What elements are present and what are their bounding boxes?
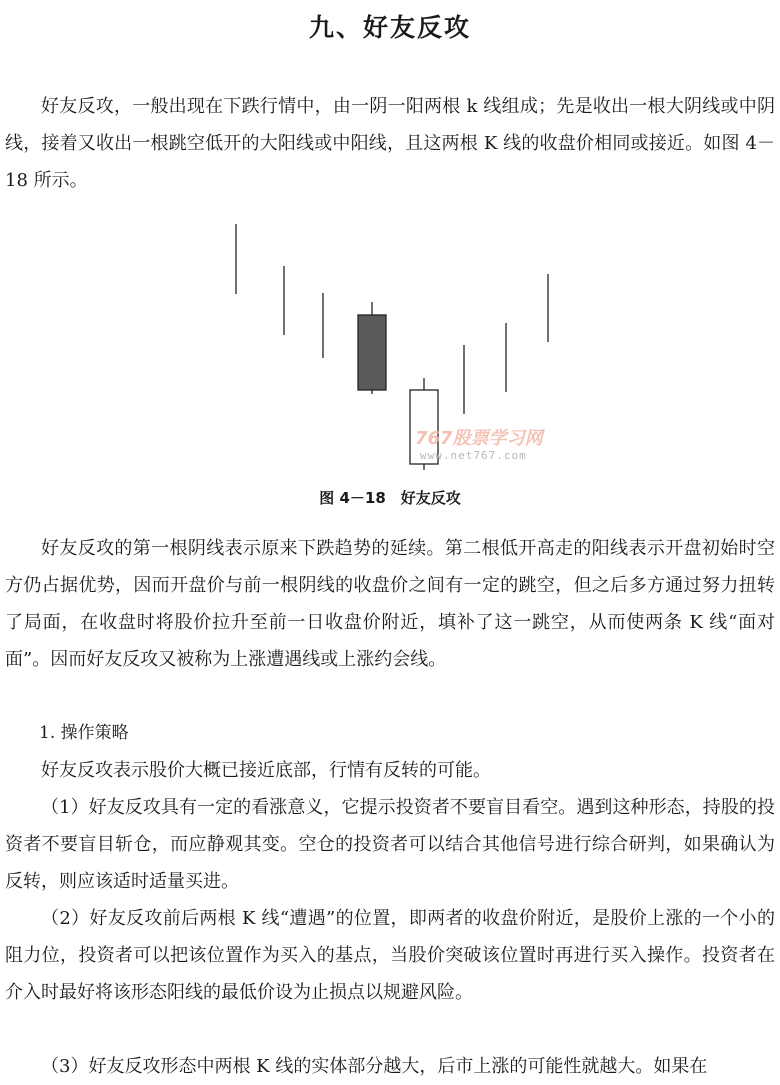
watermark-brand: 767股票学习网 [415,428,543,449]
paragraph-point-2: （2）好友反攻前后两根 K 线“遭遇”的位置，即两者的收盘价附近，是股价上涨的一个小的阻力位，投资者可以把该位置作为买入的基点，当股价突破该位置时再进行买入操作。投资者在介入时最好将该形态阳线的最低价设为止损点以规避风险。 [5,908,775,1003]
paragraph-summary: 好友反攻表示股价大概已接近底部，行情有反转的可能。 [41,760,491,781]
figure-caption: 图 4－18 好友反攻 [319,489,461,507]
subheading-strategy: 1. 操作策略 [39,723,129,743]
paragraph-point-1: （1）好友反攻具有一定的看涨意义，它提示投资者不要盲目看空。遇到这种形态，持股的投资者不要盲目斩仓，而应静观其变。空仓的投资者可以结合其他信号进行综合研判，如果确认为反转，则应该适时适量买进。 [5,797,775,892]
watermark-url: www.net767.com [420,449,527,462]
paragraph-explanation: 好友反攻的第一根阴线表示原来下跌趋势的延续。第二根低开高走的阳线表示开盘初始时空方仍占据优势，因而开盘价与前一根阴线的收盘价之间有一定的跳空，但之后多方通过努力扭转了局面，在收盘时将股价拉升至前一日收盘价附近，填补了这一跳空，从而使两条 K 线“面对面”。因而好友反攻又被称为上涨遭遇线或上涨约会线。 [5,538,775,670]
intro-paragraph: 好友反攻，一般出现在下跌行情中，由一阴一阳两根 k 线组成；先是收出一根大阴线或中阴线，接着又收出一根跳空低开的大阳线或中阳线，且这两根 K 线的收盘价相同或接近。如图 4－18 所示。 [5,96,775,191]
paragraph-point-3: （3）好友反攻形态中两根 K 线的实体部分越大，后市上涨的可能性就越大。如果在 [41,1056,708,1077]
bearish-candle [358,302,386,394]
section-title: 九、好友反攻 [308,13,471,42]
